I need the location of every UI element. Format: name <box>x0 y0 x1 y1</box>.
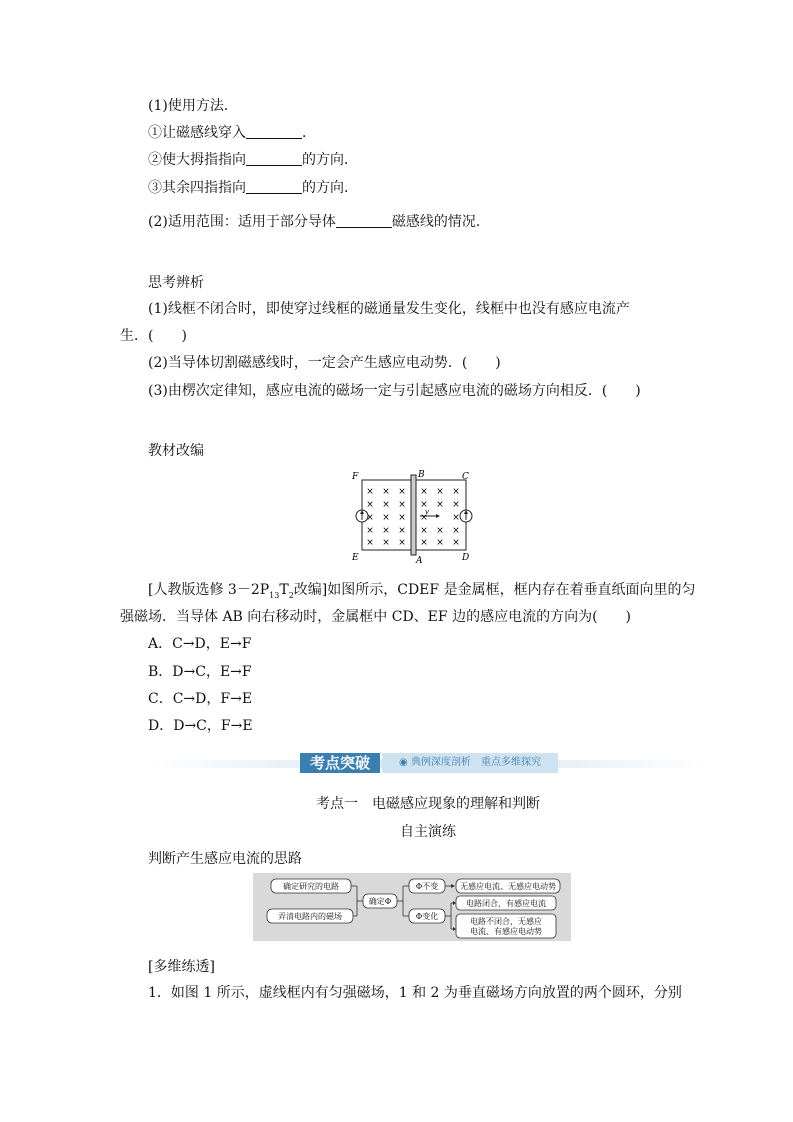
q-rest: 改编]如图所示，CDEF 是金属框，框内存在着垂直纸面向里的匀 <box>293 582 696 598</box>
flow-diagram <box>253 873 571 941</box>
flow-text-closed: 电路闭合，有感应电流 <box>466 899 546 908</box>
application-scope <box>148 213 490 231</box>
label-f: F <box>352 472 359 482</box>
think-q1-line1: (1)线框不闭合时，即使穿过线框的磁通量发生变化，线框中也没有感应电流产 <box>148 301 630 317</box>
field-cross: × <box>366 500 374 510</box>
field-cross: × <box>366 526 374 536</box>
field-cross: × <box>398 538 406 548</box>
field-cross: × <box>452 513 460 523</box>
field-cross: × <box>420 538 428 548</box>
field-cross: × <box>452 487 460 497</box>
field-cross: × <box>436 526 444 536</box>
banner-subtitle: ◉ 典例深度剖析 重点多维探究 <box>382 753 558 773</box>
option-d: D．D→C，F→E <box>148 718 253 734</box>
rod-ab <box>411 475 416 555</box>
flow-text-circuit: 确定研究的电路 <box>283 882 339 891</box>
rule-step-2-text: ②使大拇指指向 <box>148 152 246 168</box>
field-cross: × <box>382 487 390 497</box>
field-cross: × <box>398 526 406 536</box>
field-cross: × <box>398 500 406 510</box>
think-q3: (3)由楞次定律知，感应电流的磁场一定与引起感应电流的磁场方向相反．( ) <box>148 383 641 399</box>
flow-text-phi-change: Φ变化 <box>415 912 439 921</box>
topic-subtitle: 自主演练 <box>400 824 456 840</box>
field-cross: × <box>452 538 460 548</box>
idea-title: 判断产生感应电流的思路 <box>148 851 302 867</box>
practice-question-1: 1．如图 1 所示，虚线框内有匀强磁场，1 和 2 为垂直磁场方向放置的两个圆环，分别 <box>148 985 682 1001</box>
rule-step-3-end: 的方向． <box>302 180 358 196</box>
field-cross: × <box>382 526 390 536</box>
think-q1-line2: 生．( ) <box>120 328 187 344</box>
textbook-title: 教材改编 <box>148 443 204 459</box>
rule-step-2-end: 的方向． <box>302 152 358 168</box>
field-cross: × <box>420 526 428 536</box>
label-b: B <box>418 470 425 480</box>
answer-blank <box>336 213 392 228</box>
field-cross: × <box>366 538 374 548</box>
rule-step-3 <box>148 179 358 197</box>
q-t: T <box>279 582 289 598</box>
section-banner <box>148 751 708 775</box>
flow-text-phi-constant: Φ不变 <box>415 882 439 891</box>
banner-title: 考点突破 <box>300 753 380 773</box>
field-cross: × <box>436 538 444 548</box>
flow-text-phi: 确定Φ <box>368 897 392 906</box>
arrow-right-icon <box>436 514 440 518</box>
usage-method: (1)使用方法． <box>148 98 238 114</box>
label-v: v <box>425 508 429 516</box>
think-title: 思考辨析 <box>148 275 204 291</box>
field-cross: × <box>420 487 428 497</box>
practice-title: [多维练透] <box>148 959 215 975</box>
field-cross: × <box>366 513 374 523</box>
scope-text: (2)适用范围：适用于部分导体 <box>148 214 336 230</box>
topic-title: 考点一 电磁感应现象的理解和判断 <box>316 796 540 812</box>
answer-blank <box>246 124 302 139</box>
q-sub-page: 13 <box>269 590 280 600</box>
field-cross: × <box>382 513 390 523</box>
field-cross: × <box>398 513 406 523</box>
textbook-question-line1 <box>148 581 696 605</box>
field-cross: × <box>420 513 428 523</box>
rule-step-1 <box>148 124 316 142</box>
answer-blank <box>246 179 302 194</box>
rule-step-1-end: ． <box>302 125 316 141</box>
label-e: E <box>352 553 359 563</box>
rule-step-2 <box>148 151 358 169</box>
option-a: A．C→D，E→F <box>148 636 252 652</box>
q-sub-num: 2 <box>288 590 294 600</box>
flow-text-open-2: 电流、有感应电动势 <box>470 927 542 936</box>
scope-end: 磁感线的情况． <box>391 214 490 230</box>
label-c: C <box>462 472 469 482</box>
flow-text-field: 弄清电路内的磁场 <box>278 912 342 921</box>
field-cross: × <box>382 538 390 548</box>
label-a: A <box>416 556 423 564</box>
field-cross: × <box>452 500 460 510</box>
rule-step-1-text: ①让磁感线穿入 <box>148 125 246 141</box>
think-q2: (2)当导体切割磁感线时，一定会产生感应电动势．( ) <box>148 355 501 371</box>
option-c: C．C→D，F→E <box>148 691 253 707</box>
field-cross: × <box>398 487 406 497</box>
textbook-question-line2: 强磁场．当导体 AB 向右移动时，金属框中 CD、EF 边的感应电流的方向为( ) <box>120 609 631 625</box>
field-cross: × <box>436 500 444 510</box>
field-cross: × <box>366 487 374 497</box>
metal-frame-figure <box>350 468 480 564</box>
flow-text-no-current: 无感应电流、无感应电动势 <box>460 882 556 891</box>
field-cross: × <box>452 526 460 536</box>
label-d: D <box>462 553 470 563</box>
answer-blank <box>246 151 302 166</box>
field-cross: × <box>382 500 390 510</box>
q-source: [人教版选修 3－2P <box>148 582 270 598</box>
flow-text-open-1: 电路不闭合，无感应 <box>470 917 542 926</box>
field-cross: × <box>436 487 444 497</box>
option-b: B．D→C，E→F <box>148 664 252 680</box>
rule-step-3-text: ③其余四指指向 <box>148 180 246 196</box>
field-cross: × <box>420 500 428 510</box>
